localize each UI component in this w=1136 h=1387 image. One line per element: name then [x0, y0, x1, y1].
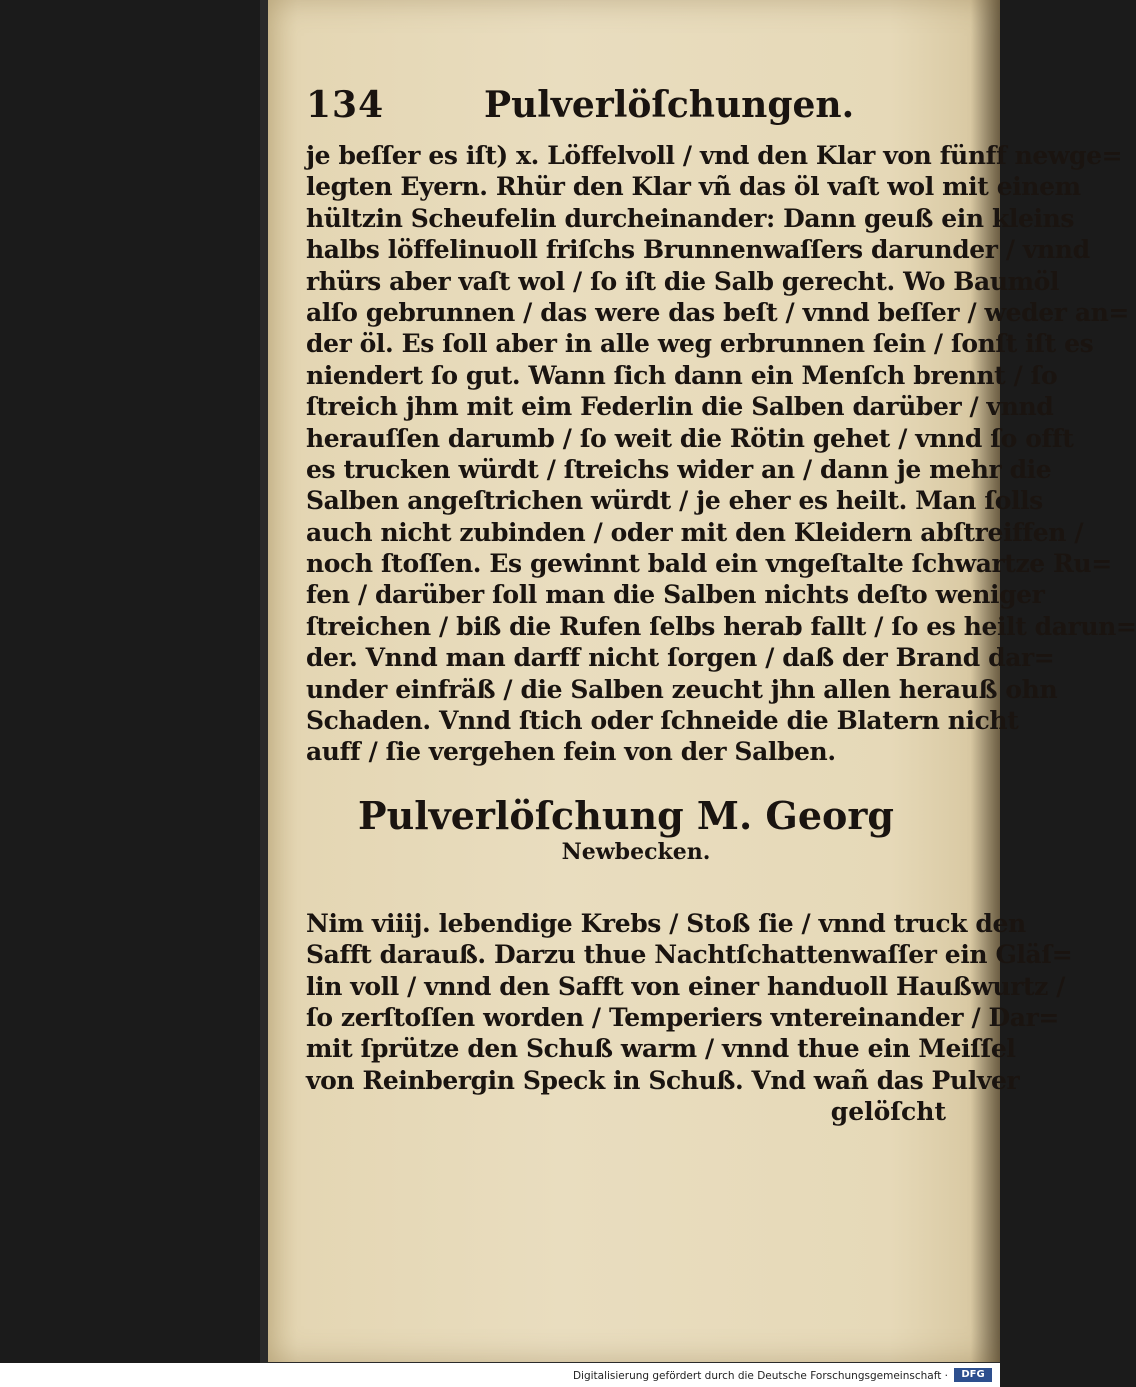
text-line: es trucken würdt / ſtreichs wider an / dann je mehr die: [306, 454, 1052, 484]
text-line: der öl. Es ſoll aber in alle weg erbrunnen ſein / ſonſt iſt es: [306, 329, 1094, 359]
text-line: der. Vnnd man darff nicht ſorgen / daß der Brand dar=: [306, 643, 1055, 673]
page-header: [306, 84, 946, 140]
text-line: Safft darauß. Darzu thue Nachtſchattenwaſſer ein Gläſ=: [306, 940, 1073, 970]
footer-credit: Digitalisierung gefördert durch die Deutsche Forschungsgemeinschaft ·: [572, 1370, 948, 1382]
page-content: [306, 84, 1136, 1127]
text-line: je beſſer es iſt) x. Löffelvoll / vnd den Klar von fünff newge=: [306, 141, 1123, 170]
text-line: lin voll / vnnd den Safft von einer handuoll Haußwurtz /: [306, 971, 1066, 1001]
text-line: auch nicht zubinden / oder mit den Kleidern abſtreiffen /: [306, 517, 1084, 547]
text-line: ſtreich jhm mit eim Federlin die Salben darüber / vnnd: [306, 392, 1054, 422]
text-line: ſtreichen / biß die Rufen ſelbs herab fallt / ſo es heilt darun=: [306, 611, 1136, 641]
section-heading: Pulverlöſchung M. Georg: [358, 792, 894, 838]
section-subheading: Newbecken.: [561, 838, 711, 865]
running-head: Pulverlöſchungen.: [484, 84, 855, 126]
page-number: 134: [306, 84, 385, 126]
text-line: legten Eyern. Rhür den Klar vñ das öl vaſt wol mit einem: [306, 172, 1081, 202]
text-line: ſo zerſtoſſen worden / Temperiers vntereinander / Dar=: [306, 1002, 1059, 1032]
text-line: Salben angeſtrichen würdt / je eher es heilt. Man ſolls: [306, 486, 1043, 516]
text-line: under einfräß / die Salben zeucht jhn allen herauß ohn: [306, 674, 1058, 704]
text-line: fen / darüber ſoll man die Salben nichts deſto weniger: [306, 580, 1045, 610]
text-line: rhürs aber vaſt wol / ſo iſt die Salb gerecht. Wo Baumöl: [306, 266, 1060, 296]
text-line: alſo gebrunnen / das were das beſt / vnnd beſſer / weder an=: [306, 297, 1129, 327]
text-line: niendert ſo gut. Wann ſich dann ein Menſch brennt / ſo: [306, 360, 1058, 390]
text-line: herauſſen darumb / ſo weit die Rötin gehet / vnnd ſo offt: [306, 423, 1074, 453]
text-line: Nim viiij. lebendige Krebs / Stoß ſie / vnnd truck den: [306, 908, 1026, 938]
book-page: [268, 0, 1136, 1362]
catchword: gelöſcht: [830, 1097, 946, 1127]
dfg-logo: DFG: [954, 1368, 992, 1382]
text-line: noch ſtoſſen. Es gewinnt bald ein vngeſtalte ſchwartze Ru=: [306, 549, 1112, 579]
body-text: [306, 140, 1136, 768]
text-line: Schaden. Vnnd ſtich oder ſchneide die Blatern nicht: [306, 706, 1019, 736]
text-line: hültzin Scheufelin durcheinander: Dann geuß ein kleins: [306, 203, 1075, 233]
text-line: von Reinbergin Speck in Schuß. Vnd wañ das Pulver: [306, 1065, 1020, 1095]
text-line: mit ſprütze den Schuß warm / vnnd thue ein Meiſſel: [306, 1034, 1016, 1064]
text-line: halbs löffelinuoll friſchs Brunnenwaſſers darunder / vnnd: [306, 235, 1090, 265]
section-text: [306, 908, 1073, 1096]
text-line: auff / ſie vergehen fein von der Salben.: [306, 737, 836, 767]
